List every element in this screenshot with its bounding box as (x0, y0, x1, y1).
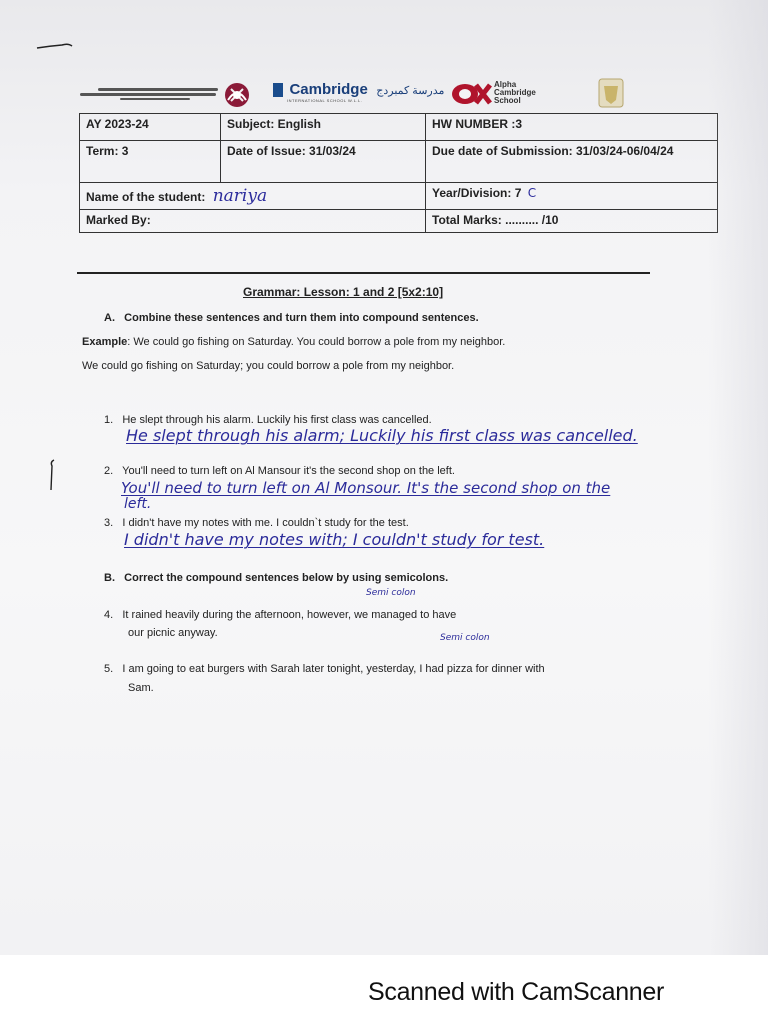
subject: Subject: English (221, 114, 426, 141)
pen-stroke-mark (36, 40, 76, 52)
question-4 (104, 609, 456, 621)
question-2-text: You'll need to turn left on Al Mansour it's the second shop on the left. (122, 465, 455, 477)
date-of-issue: Date of Issue: 31/03/24 (221, 141, 426, 183)
hw-number: HW NUMBER :3 (426, 114, 718, 141)
question-5 (104, 663, 545, 675)
example-label: Example (82, 336, 128, 348)
academic-year: AY 2023-24 (80, 114, 221, 141)
section-b-instruction (104, 572, 448, 584)
cambridge-shield-icon (273, 83, 283, 97)
student-name-handwritten: nariya (212, 186, 268, 206)
question-4-line-2: our picnic anyway. (128, 627, 218, 639)
year-division-cell (426, 183, 718, 210)
school-logos (80, 78, 640, 112)
camscanner-watermark: Scanned with CamScanner (368, 978, 665, 1006)
question-5-number: 5. (104, 663, 114, 675)
q4-teacher-note: Semi colon (366, 588, 416, 598)
alpha-line-3: School (494, 96, 521, 105)
worksheet-title: Grammar: Lesson: 1 and 2 [5x2:10] (243, 285, 444, 299)
alpha-school-logo-icon (450, 82, 492, 106)
section-a-letter: A. (104, 312, 115, 324)
answer-2-line-2-handwritten: left. (124, 496, 152, 512)
question-3-text: I didn't have my notes with me. I couldn`t study for the test. (122, 517, 409, 529)
section-a-instruction (104, 312, 479, 324)
q5-teacher-note: Semi colon (440, 633, 490, 643)
section-a-text: Combine these sentences and turn them into compound sentences. (124, 312, 479, 324)
due-date: Due date of Submission: 31/03/24-06/04/24 (426, 141, 718, 183)
alpha-school-name (494, 81, 536, 105)
term: Term: 3 (80, 141, 221, 183)
year-division-label: Year/Division: 7 (432, 186, 522, 200)
student-name-label: Name of the student: (86, 190, 206, 204)
question-1-number: 1. (104, 414, 114, 426)
question-4-line-1: It rained heavily during the afternoon, however, we managed to have (122, 609, 457, 621)
alpha-line-2: Cambridge (494, 88, 536, 97)
question-1 (104, 414, 432, 426)
qatar-emblem-icon (222, 80, 252, 110)
student-name-cell (80, 183, 426, 210)
example-line (82, 336, 505, 348)
cambridge-name: Cambridge (289, 81, 368, 98)
total-marks: Total Marks: .......... /10 (426, 210, 718, 233)
margin-pen-mark (48, 458, 58, 492)
question-1-text: He slept through his alarm. Luckily his first class was cancelled. (122, 414, 432, 426)
marked-by: Marked By: (80, 210, 426, 233)
question-2 (104, 465, 455, 477)
cambridge-logo (273, 81, 444, 103)
question-4-number: 4. (104, 609, 114, 621)
answer-3-handwritten: I didn't have my notes with; I couldn't study for test. (124, 530, 545, 549)
question-3 (104, 517, 409, 529)
question-3-number: 3. (104, 517, 114, 529)
question-5-line-2: Sam. (128, 682, 154, 694)
alpha-line-1: Alpha (494, 80, 517, 89)
cambridge-arabic-name: مدرسة كمبردج (376, 85, 445, 97)
cambridge-subtitle: INTERNATIONAL SCHOOL W.L.L. (287, 98, 363, 103)
school-crest-icon (598, 78, 624, 108)
section-divider (77, 272, 650, 274)
example-text: : We could go fishing on Saturday. You could borrow a pole from my neighbor. (127, 336, 506, 348)
answer-1-handwritten: He slept through his alarm; Luckily his first class was cancelled. (126, 426, 638, 445)
answer-2-line-1-handwritten: You'll need to turn left on Al Monsour. It's the second shop on the (121, 479, 611, 497)
section-b-letter: B. (104, 572, 115, 584)
homework-info-table (79, 113, 718, 233)
ministry-logo (80, 86, 220, 108)
division-handwritten: C (527, 186, 537, 200)
question-5-line-1: I am going to eat burgers with Sarah later tonight, yesterday, I had pizza for dinner with (122, 663, 545, 675)
section-b-text: Correct the compound sentences below by using semicolons. (124, 572, 449, 584)
question-2-number: 2. (104, 465, 114, 477)
example-answer: We could go fishing on Saturday; you could borrow a pole from my neighbor. (82, 360, 455, 372)
